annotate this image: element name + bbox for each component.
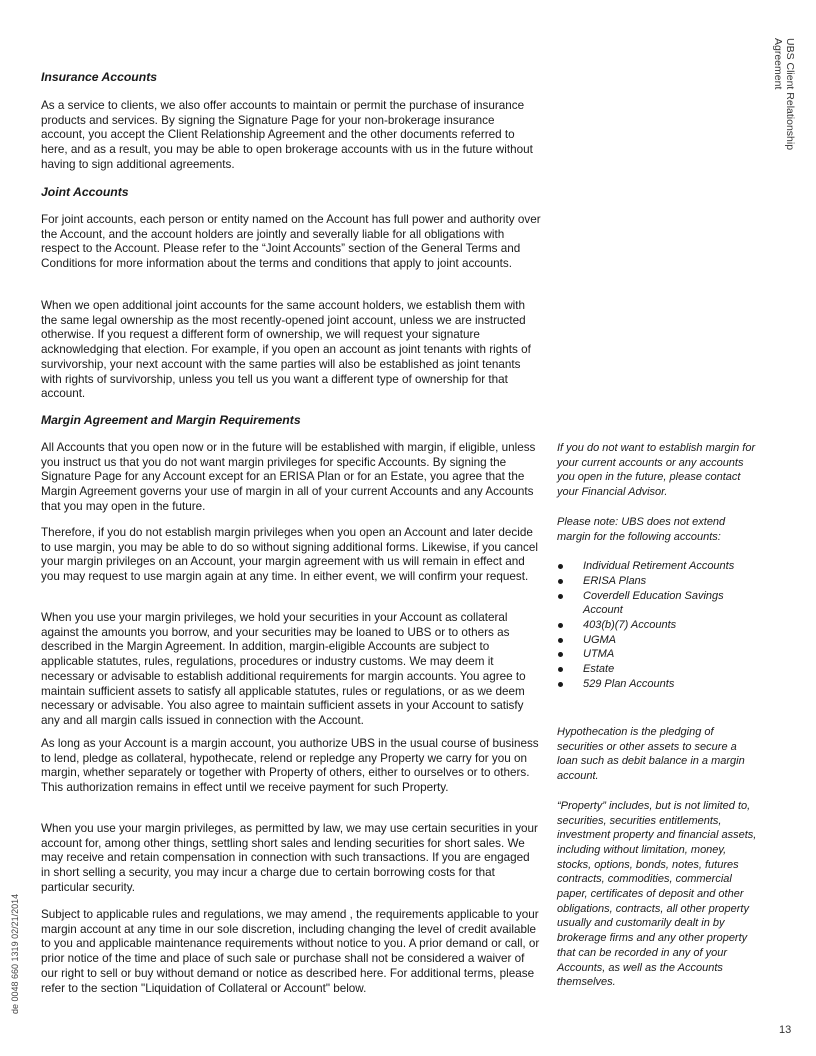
- sidebar-note-property-definition: “Property” includes, but is not limited to, securities, securities entitlements, investment property and financial assets, including without limitation, money, stocks, options, bonds, notes, futures contracts, commodities, commercial paper, certificates of deposit and other obligations, contracts, all other property usually and customarily dealt in by brokerage firms and any other property that can be recorded in any of your Accounts, as well as the Accounts themselves.: [557, 799, 757, 989]
- sidebar-note-hypothecation: Hypothecation is the pledging of securities or other assets to secure a loan such as debit balance in a margin account.: [557, 726, 745, 783]
- margin-paragraph-6: Subject to applicable rules and regulations, we may amend , the requirements applicable to your margin account at any time in our sole discretion, including changing the level of credit available to you and applicable maintenance requirements without notice to you. A prior demand or call, or prior notice of the time and place of such sale or purchase shall not be considered a waiver of our right to sell or buy without demand or notice as described here. For additional terms, please refer to the section "Liquidation of Collateral or Account" below.: [41, 908, 540, 995]
- sidebar-note-exclusions: Please note: UBS does not extend margin for the following accounts:: [557, 515, 726, 543]
- list-item: UGMA: [557, 633, 757, 648]
- sidebar-margin-notes: [557, 441, 757, 692]
- list-item: Individual Retirement Accounts: [557, 559, 757, 574]
- heading-joint-accounts: Joint Accounts: [41, 185, 129, 199]
- list-item: ERISA Plans: [557, 574, 757, 589]
- margin-paragraph-4: As long as your Account is a margin account, you authorize UBS in the usual course of business to lend, pledge as collateral, hypothecate, relend or repledge any Property we carry for you on margin, whether separately or together with Property of others, either to ourselves or to others. This authorization remains in effect until we receive payment for such Property.: [41, 737, 539, 795]
- page-number: 13: [779, 1024, 792, 1036]
- list-item: 529 Plan Accounts: [557, 677, 757, 692]
- document-code: de 0048 660 1319 02/21/2014: [10, 893, 20, 1014]
- heading-insurance-accounts: Insurance Accounts: [41, 70, 158, 84]
- sidebar-note-opt-out: If you do not want to establish margin for your current accounts or any accounts you open in the future, please contact your Financial Advisor.: [557, 442, 756, 499]
- joint-paragraph-2: When we open additional joint accounts for the same account holders, we establish them with the same legal ownership as the most recently-opened joint account, unless we are instructed otherwise. If you request a different form of ownership, we will request your signature acknowledging that election. For example, if you open an account as joint tenants with rights of survivorship, your next account with the same parties will also be established as joint tenants with rights of survivorship, unless you tell us you want a different type of ownership for that account.: [41, 299, 531, 401]
- margin-paragraph-2: Therefore, if you do not establish margin privileges when you open an Account and later decide to use margin, you may be able to do so without signing additional forms. Likewise, if you cancel your margin privileges on an Account, your margin agreement with us will remain in effect and you may request to use margin again at any time. In either event, we will confirm your request.: [41, 526, 538, 584]
- list-item: Estate: [557, 662, 757, 677]
- list-item: Coverdell Education Savings Account: [557, 589, 757, 618]
- heading-margin-agreement: Margin Agreement and Margin Requirements: [41, 413, 301, 427]
- margin-paragraph-5: When you use your margin privileges, as permitted by law, we may use certain securities in your account for, among other things, settling short sales and lending securities for short sales. We may receive and retain compensation in connection with such transactions. If you are engaged in short selling a security, you may incur a charge due to certain borrowing costs for that particular security.: [41, 822, 538, 894]
- list-item: UTMA: [557, 647, 757, 662]
- sidebar-excluded-accounts-list: [557, 559, 757, 691]
- side-running-title: UBS Client Relationship Agreement: [772, 38, 796, 151]
- margin-paragraph-1: All Accounts that you open now or in the future will be established with margin, if eligible, unless you instruct us that you do not want margin privileges for specific Accounts. By signing the Signature Page for any Account except for an ERISA Plan or for an Estate, you agree that the Margin Agreement governs your use of margin in all of your current Accounts and any Accounts that you may open in the future.: [41, 441, 536, 513]
- joint-paragraph-1: For joint accounts, each person or entity named on the Account has full power and authority over the Account, and the account holders are jointly and severally liable for all obligations with respect to the Account. Please refer to the “Joint Accounts” section of the General Terms and Conditions for more information about the terms and conditions that apply to joint accounts.: [41, 213, 541, 271]
- insurance-paragraph-1: As a service to clients, we also offer accounts to maintain or permit the purchase of insurance products and services. By signing the Signature Page for your non-brokerage insurance account, you accept the Client Relationship Agreement and the other documents referred to here, and as a result, you may be able to open brokerage accounts with us in the future without having to sign additional agreements.: [41, 99, 533, 171]
- margin-paragraph-3: When you use your margin privileges, we hold your securities in your Account as collateral against the amounts you borrow, and your securities may be loaned to UBS or to others as described in the Margin Agreement. In addition, margin-eligible Accounts are subject to applicable statutes, rules, regulations, procedures or industry customs. We may deem it necessary or advisable to establish additional requirements for margin accounts. You agree to maintain sufficient assets to satisfy all applicable statutes, rules or regulations, or as we deem necessary or advisable. You also agree to maintain sufficient assets in your Account to satisfy any and all margin calls issued in connection with the Account.: [41, 611, 526, 727]
- list-item: 403(b)(7) Accounts: [557, 618, 757, 633]
- sidebar-definitions: [557, 725, 757, 990]
